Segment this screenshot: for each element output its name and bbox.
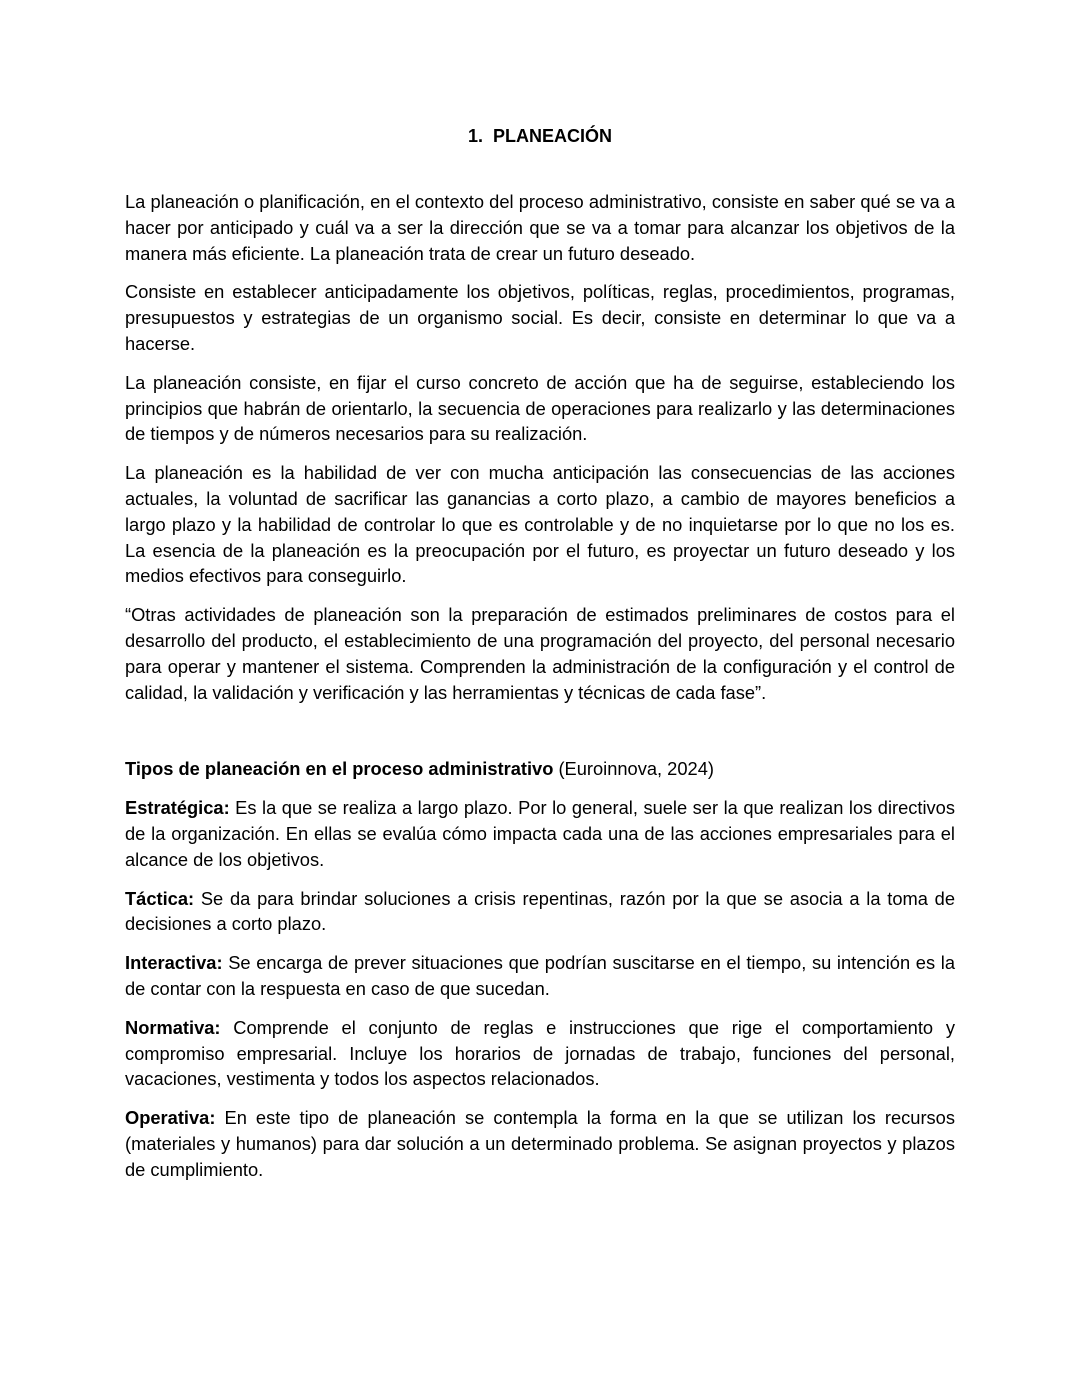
type-term: Táctica: [125,887,195,909]
types-section-title [125,756,955,782]
type-item-normativa [125,1015,955,1092]
type-item-operativa [125,1105,955,1182]
types-citation: (Euroinnova, 2024) [553,758,714,780]
paragraph: La planeación consiste, en fijar el curso concreto de acción que ha de seguirse, estableciendo los principios que habrán de orientarlo, la secuencia de operaciones para realizarlo y las determinaciones de tiempos y de números necesarios para su realización. [125,371,955,445]
paragraph: La planeación es la habilidad de ver con mucha anticipación las consecuencias de las acciones actuales, la voluntad de sacrificar las ganancias a corto plazo, a cambio de mayores beneficios a largo plazo y la habilidad de controlar lo que es controlable y de no inquietarse por lo que no los es. La esencia de la planeación es la preocupación por el futuro, es proyectar un futuro deseado y los medios efectivos para conseguirlo. [125,462,955,587]
document-body [125,189,955,1196]
quote-paragraph: “Otras actividades de planeación son la preparación de estimados preliminares de costos para el desarrollo del producto, el establecimiento de una programación del proyecto, del personal necesario para operar y mantener el sistema. Comprenden la administración de la configuración y el control de calidad, la validación y verificación y las herramientas y técnicas de cada fase”. [125,604,955,703]
section-heading [125,124,955,148]
paragraph: La planeación o planificación, en el contexto del proceso administrativo, consiste en saber qué se va a hacer por anticipado y cuál va a ser la dirección que se va a tomar para alcanzar los objetivos de la manera más eficiente. La planeación trata de crear un futuro deseado. [125,191,955,264]
type-item-tactica [125,886,955,938]
type-description: Es la que se realiza a largo plazo. Por lo general, suele ser la que realizan los directivos de la organización. En ellas se evalúa cómo impacta cada una de las acciones empresariales para el alcance de los objetivos. [125,797,955,870]
heading-title: PLANEACIÓN [493,126,613,146]
type-term: Operativa: [125,1107,216,1129]
type-term: Estratégica: [125,797,230,819]
section-spacer [125,718,955,756]
type-description: En este tipo de planeación se contempla la forma en la que se utilizan los recursos (materiales y humanos) para dar solución a un determinado problema. Se asignan proyectos y plazos de cumplimiento. [125,1107,955,1180]
paragraph: Consiste en establecer anticipadamente los objetivos, políticas, reglas, procedimientos, programas, presupuestos y estrategias de un organismo social. Es decir, consiste en determinar lo que va a hacerse. [125,281,955,354]
type-description: Se da para brindar soluciones a crisis repentinas, razón por la que se asocia a la toma de decisiones a corto plazo. [125,887,955,935]
type-item-estrategica [125,795,955,872]
type-term: Normativa: [125,1016,221,1038]
type-item-interactiva [125,950,955,1002]
type-term: Interactiva: [125,952,223,974]
type-description: Se encarga de prever situaciones que podrían suscitarse en el tiempo, su intención es la de contar con la respuesta en caso de que sucedan. [125,952,955,999]
types-title: Tipos de planeación en el proceso administrativo [125,758,554,780]
type-description: Comprende el conjunto de reglas e instrucciones que rige el comportamiento y compromiso empresarial. Incluye los horarios de jornadas de trabajo, funciones del personal, vacaciones, vestimenta y todos los aspectos relacionados. [125,1016,955,1090]
heading-number: 1. [467,126,483,146]
